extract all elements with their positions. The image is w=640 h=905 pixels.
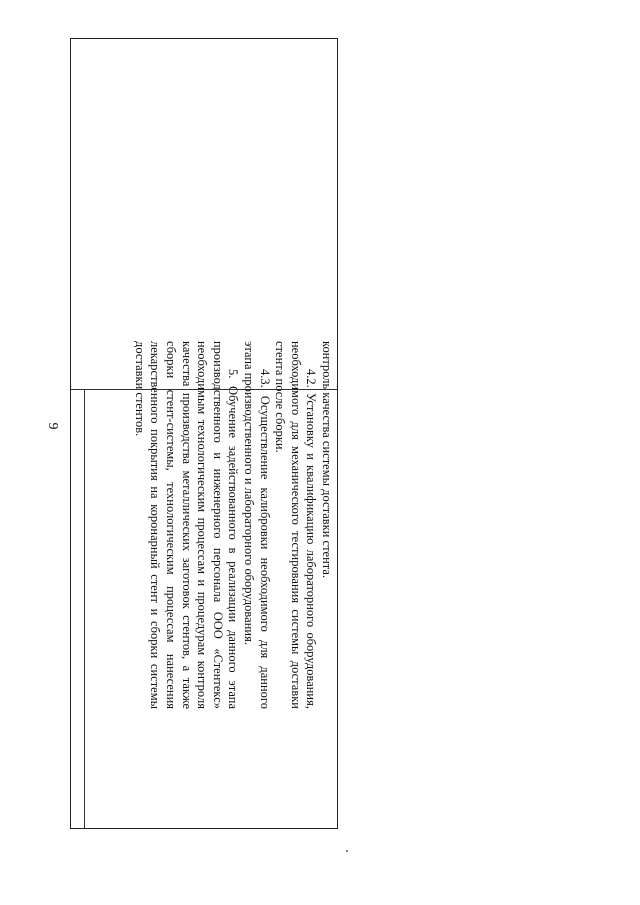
page-number: 9 bbox=[45, 422, 60, 430]
paragraph-4-3: 4.3. Осуществление калибровки необходимого для данного этапа производственного и лабораторного оборудования. bbox=[242, 341, 272, 709]
paragraph-continuation: контроль качества системы доставки стента. bbox=[320, 341, 334, 579]
paragraph-5: 5. Обучение задействованного в реализации данного этапа производственного и инженерного персонала ООО «Стентекс» необходимым технологическим процессам и процедурам контроля качества производства металлических заготовок стентов, а также сборки стент-системы, технологическим процессам нанесения лекарственного покрытия на коронарный стент и сборки системы доставки стентов. bbox=[132, 341, 241, 709]
paragraph-4-2: 4.2. Установку и квалификацию лабораторного оборудования, необходимого для механического тестирования системы доставки стента после сборки. bbox=[273, 341, 319, 709]
scan-speck bbox=[346, 850, 348, 852]
table-cell-text bbox=[82, 341, 334, 709]
